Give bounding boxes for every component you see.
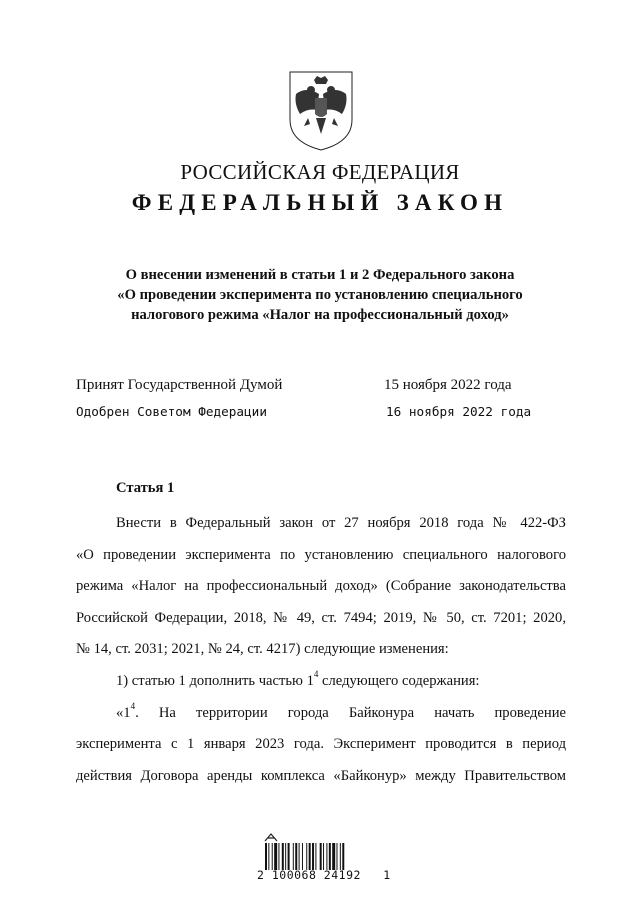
article-heading: Статья 1 — [116, 480, 175, 496]
item-text: следующего содержания: — [318, 672, 480, 689]
paragraph-line: Российской Федерации, 2018, № 49, ст. 7494; 2019, № 50, ст. 7201; 2020, — [76, 609, 566, 626]
list-item-line — [76, 666, 566, 698]
document-type: ФЕДЕРАЛЬНЫЙ ЗАКОН — [131, 190, 509, 215]
duma-date: 15 ноября 2022 года — [384, 377, 512, 393]
article-body — [76, 508, 566, 792]
coat-of-arms-icon — [286, 68, 356, 152]
quote-text: . На территории города Байконура начать проведение — [135, 704, 566, 721]
quote-line: эксперимента с 1 января 2023 года. Эксперимент проводится в период — [76, 736, 566, 753]
quote-text: «1 — [116, 704, 131, 721]
barcode-mark-icon — [264, 832, 278, 842]
barcode-icon — [264, 843, 378, 870]
title-line: О внесении изменений в статьи 1 и 2 Федерального закона — [125, 267, 515, 283]
paragraph-line: № 14, ст. 2031; 2021, № 24, ст. 4217) следующие изменения: — [76, 641, 449, 658]
law-title — [60, 265, 580, 325]
item-text: 1) статью 1 дополнить частью 1 — [116, 672, 314, 689]
council-label: Одобрен Советом Федерации — [76, 404, 267, 419]
quote-line — [76, 698, 566, 730]
superscript: 4 — [130, 700, 136, 711]
paragraph-line: режима «Налог на профессиональный доход» (Собрание законодательства — [76, 578, 566, 595]
superscript: 4 — [313, 669, 319, 680]
duma-label: Принят Государственной Думой — [76, 377, 283, 393]
quote-line: действия Договора аренды комплекса «Байконур» между Правительством — [76, 767, 566, 784]
paragraph-line: «О проведении эксперимента по установлению специального налогового — [76, 546, 566, 563]
title-line: налогового режима «Налог на профессиональный доход» — [131, 307, 509, 323]
title-line: «О проведении эксперимента по установлению специального — [117, 287, 523, 303]
country-name: РОССИЙСКАЯ ФЕДЕРАЦИЯ — [180, 160, 460, 184]
barcode-number: 2 100068 24192 1 — [257, 868, 391, 882]
council-date: 16 ноября 2022 года — [386, 404, 532, 419]
paragraph-line: Внести в Федеральный закон от 27 ноября 2018 года № 422-ФЗ — [116, 515, 566, 531]
